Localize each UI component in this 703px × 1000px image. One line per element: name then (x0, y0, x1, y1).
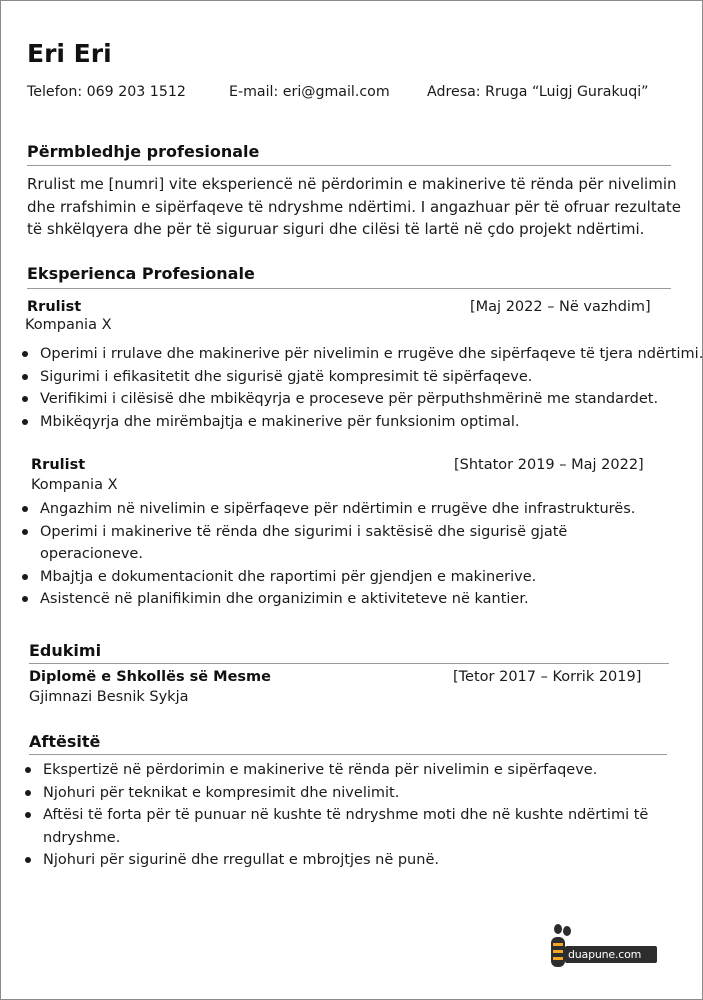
list-item: Angazhim në nivelimin e sipërfaqeve për ndërtimin e rrugëve dhe infrastrukturës. (21, 498, 635, 521)
job-bullets (21, 498, 635, 611)
summary-paragraph (27, 173, 687, 241)
logo-wordmark: duapune.com (565, 946, 657, 963)
job-title: Rrulist (27, 299, 82, 315)
list-item: Verifikimi i cilësisë dhe mbikëqyrja e proceseve për përputhshmërinë me standardet. (21, 388, 703, 411)
list-item: Njohuri për sigurinë dhe rregullat e mbrojtjes në punë. (24, 849, 648, 872)
job-dates: [Shtator 2019 – Maj 2022] (454, 457, 644, 473)
section-divider (29, 754, 667, 755)
skills-list (24, 759, 648, 872)
duapune-logo (549, 923, 659, 971)
education-degree: Diplomë e Shkollës së Mesme (29, 669, 271, 685)
list-item-line: Operimi i makinerive të rënda dhe sigurimi i saktësisë dhe sigurisë gjatë (40, 523, 568, 540)
list-item: Sigurimi i efikasitetit dhe sigurisë gjatë kompresimit të sipërfaqeve. (21, 366, 703, 389)
summary-line: të shkëlqyera dhe për të siguruar siguri dhe cilësi të lartë në çdo projekt ndërtimi. (27, 220, 645, 238)
section-divider (29, 663, 669, 664)
list-item-line: ndryshme. (43, 829, 121, 846)
section-divider (27, 288, 671, 289)
job-company: Kompania X (25, 317, 112, 333)
education-dates: [Tetor 2017 – Korrik 2019] (453, 669, 642, 685)
list-item (21, 521, 635, 566)
summary-line: Rrulist me [numri] vite eksperiencë në përdorimin e makinerive të rënda për nivelimin (27, 175, 677, 193)
section-divider (27, 165, 671, 166)
contact-email: E-mail: eri@gmail.com (229, 84, 390, 100)
job-title: Rrulist (31, 457, 86, 473)
education-heading: Edukimi (29, 641, 102, 660)
summary-line: dhe rrafshimin e sipërfaqeve të ndryshme ndërtimi. I angazhuar për të ofruar rezultate (27, 197, 682, 216)
resume-name: Eri Eri (27, 39, 112, 68)
list-item (24, 804, 648, 849)
job-bullets (21, 343, 703, 433)
experience-heading: Eksperienca Profesionale (27, 264, 255, 283)
list-item: Ekspertizë në përdorimin e makinerive të rënda për nivelimin e sipërfaqeve. (24, 759, 648, 782)
skills-heading: Aftësitë (29, 732, 101, 751)
job-dates: [Maj 2022 – Në vazhdim] (470, 299, 651, 315)
list-item: Njohuri për teknikat e kompresimit dhe nivelimit. (24, 782, 648, 805)
list-item: Operimi i rrulave dhe makinerive për nivelimin e rrugëve dhe sipërfaqeve të tjera ndërtimi. (21, 343, 703, 366)
education-school: Gjimnazi Besnik Sykja (29, 689, 189, 705)
job-company: Kompania X (31, 477, 118, 493)
list-item: Mbikëqyrja dhe mirëmbajtja e makinerive për funksionim optimal. (21, 411, 703, 434)
summary-heading: Përmbledhje profesionale (27, 142, 260, 161)
contact-phone: Telefon: 069 203 1512 (27, 84, 186, 100)
list-item: Asistencë në planifikimin dhe organizimin e aktiviteteve në kantier. (21, 588, 635, 611)
list-item-line: operacioneve. (40, 546, 143, 562)
list-item: Mbajtja e dokumentacionit dhe raportimi për gjendjen e makinerive. (21, 566, 635, 589)
contact-address: Adresa: Rruga “Luigj Gurakuqi” (427, 84, 649, 100)
list-item-line: Aftësi të forta për të punuar në kushte të ndryshme moti dhe në kushte ndërtimi të (43, 807, 649, 823)
